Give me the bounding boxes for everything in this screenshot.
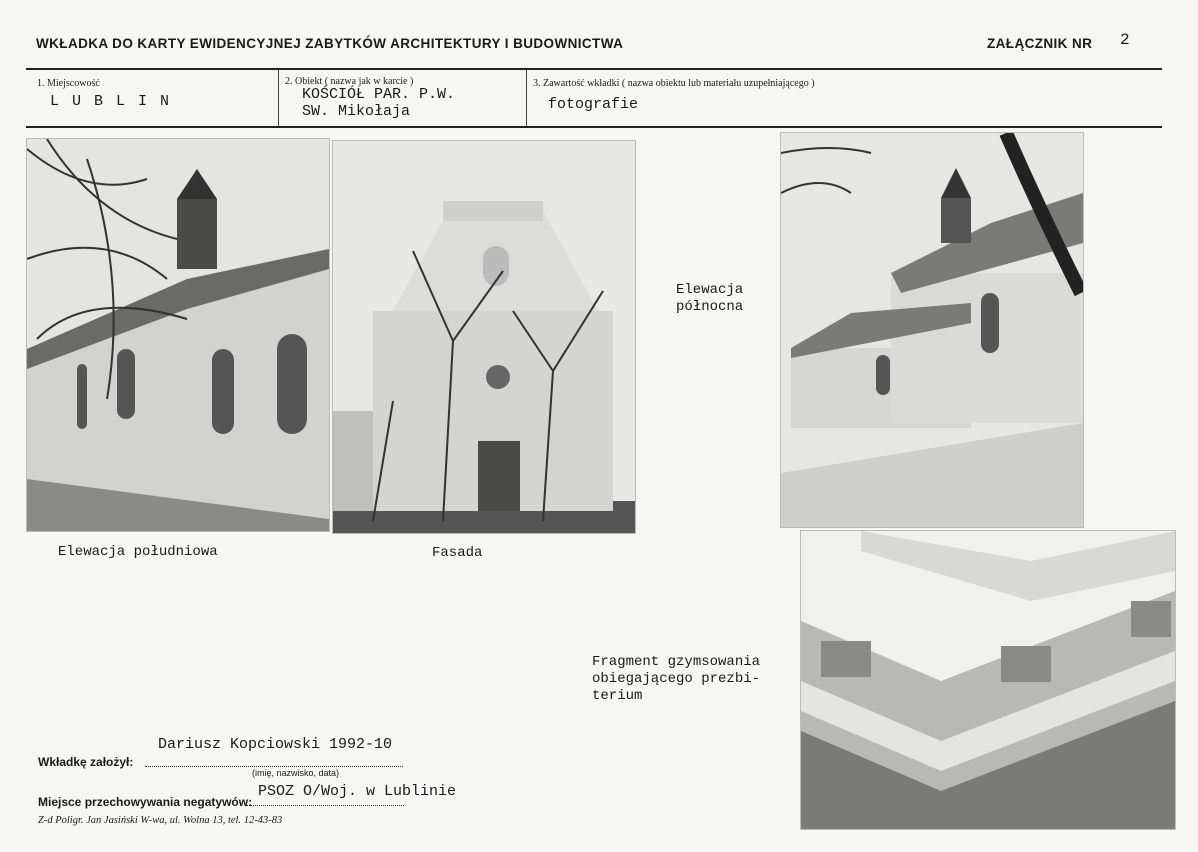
attachment-number: 2: [1120, 31, 1130, 49]
attachment-label: ZAŁĄCZNIK NR: [987, 36, 1093, 51]
field-3-label: 3. Zawartość wkładki ( nazwa obiektu lub materiału uzupełniającego ): [533, 78, 815, 89]
caption-north-line-2: północna: [676, 299, 744, 315]
field-2-value-line-2: SW. Mikołaja: [302, 103, 411, 120]
header-bottom-rule: [26, 126, 1162, 128]
founder-dotted-line: [145, 766, 403, 767]
header-top-rule: [26, 68, 1162, 70]
field-1-value: L U B L I N: [50, 93, 172, 110]
field-divider-2: [526, 70, 527, 126]
founder-label: Wkładkę założył:: [38, 755, 134, 769]
photo-facade: [332, 140, 636, 534]
field-divider-1: [278, 70, 279, 126]
caption-fragment-line-2: obiegającego prezbi-: [592, 671, 761, 687]
field-2-label: 2. Obiekt ( nazwa jak w karcie ): [285, 76, 414, 87]
caption-fragment-line-3: terium: [592, 688, 643, 704]
field-3-value: fotografie: [548, 96, 639, 113]
storage-dotted-line: [246, 805, 404, 806]
storage-value: PSOZ O/Woj. w Lublinie: [258, 783, 457, 800]
caption-facade: Fasada: [432, 545, 483, 561]
photo-north-elevation: [780, 132, 1084, 528]
document-title: WKŁADKA DO KARTY EWIDENCYJNEJ ZABYTKÓW ARCHITEKTURY I BUDOWNICTWA: [36, 36, 624, 51]
storage-label: Miejsce przechowywania negatywów:: [38, 795, 253, 809]
field-1-label: 1. Miejscowość: [37, 78, 100, 89]
caption-north-line-1: Elewacja: [676, 282, 744, 298]
printer-note: Z-d Poligr. Jan Jasiński W-wa, ul. Wolna 13, tel. 12-43-83: [38, 815, 283, 826]
caption-south-elevation: Elewacja południowa: [58, 544, 218, 560]
caption-fragment-line-1: Fragment gzymsowania: [592, 654, 761, 670]
photo-south-elevation: [26, 138, 330, 532]
photo-cornice-fragment: [800, 530, 1176, 830]
field-2-value-line-1: KOŚCIÓŁ PAR. P.W.: [302, 86, 456, 103]
founder-hint: (imię, nazwisko, data): [252, 768, 340, 778]
founder-value: Dariusz Kopciowski 1992-10: [158, 736, 393, 753]
